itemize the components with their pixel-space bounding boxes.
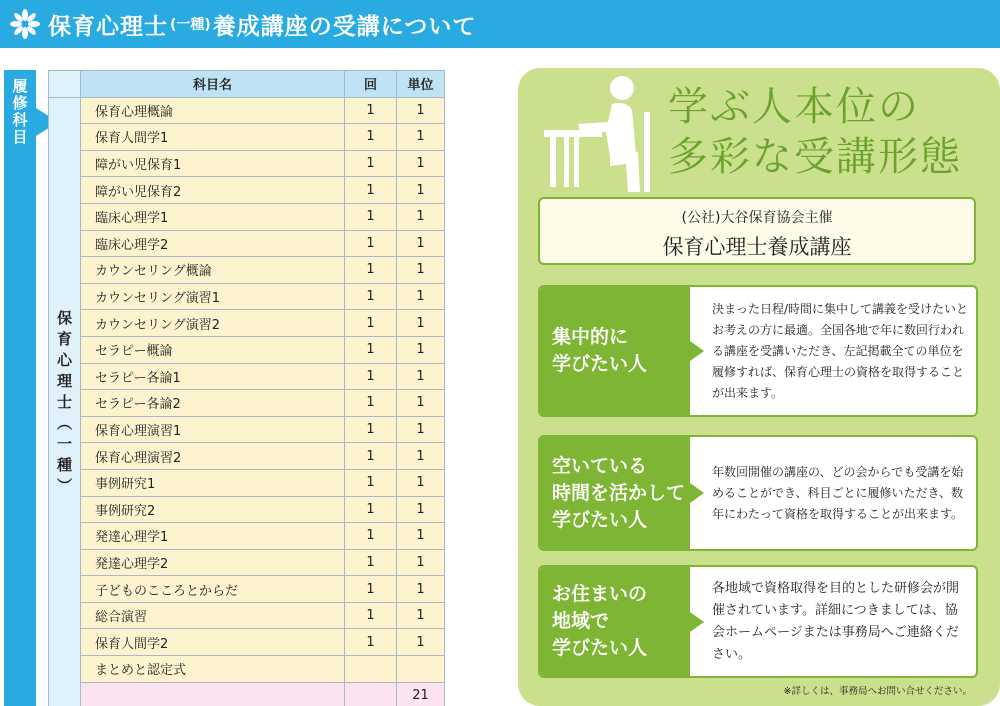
header-subject: 科目名 [81,71,345,98]
card-arrow [690,483,704,503]
table-row [49,576,445,603]
card-text: 決まった日程/時間に集中して講義を受けたいとお考えの方に最適。全国各地で年に数回行われる講座を受講いただき、左記掲載全ての単位を履修すれば、保育心理士の資格を取得することが出来ます。 [712,301,969,400]
unit-count: 1 [397,310,445,337]
subject-name: まとめと認定式 [81,656,345,683]
session-count: 1 [345,629,397,656]
card-arrow [690,341,704,361]
session-count: 1 [345,310,397,337]
card-local [538,565,978,678]
table-row [49,257,445,284]
unit-count: 1 [397,230,445,257]
unit-count: 1 [397,283,445,310]
header-units: 単位 [397,71,445,98]
subject-name: 障がい児保育2 [81,177,345,204]
unit-count: 1 [397,336,445,363]
session-count: 1 [345,203,397,230]
person-at-desk-icon [540,74,660,192]
subject-name: 保育人間学1 [81,124,345,151]
session-count: 1 [345,336,397,363]
subject-name: 臨床心理学2 [81,230,345,257]
table-row [49,416,445,443]
table-row [49,177,445,204]
unit-count: 1 [397,523,445,550]
unit-count [397,656,445,683]
table-row [49,523,445,550]
subject-name: カウンセリング演習2 [81,310,345,337]
session-count: 1 [345,257,397,284]
header-category-cell [49,71,81,98]
card-label [540,287,690,415]
card-arrow [690,612,704,632]
flower-icon [10,9,40,39]
table-row [49,443,445,470]
subject-name: 総合演習 [81,602,345,629]
header-count: 回 [345,71,397,98]
table-row [49,124,445,151]
subject-name: 障がい児保育1 [81,150,345,177]
unit-count: 1 [397,203,445,230]
card-label-line: 学びたい人 [552,637,648,659]
table-row [49,602,445,629]
session-count: 1 [345,390,397,417]
table-row [49,150,445,177]
unit-count: 1 [397,443,445,470]
card-label [540,437,690,549]
unit-count: 1 [397,363,445,390]
table-row [49,310,445,337]
page-header [0,0,1000,48]
unit-count: 1 [397,97,445,124]
table-row [49,469,445,496]
unit-count: 1 [397,496,445,523]
side-tab-label: 履 修 科 目 [12,77,28,146]
subject-name: カウンセリング概論 [81,257,345,284]
card-label-line: 学びたい人 [552,508,648,531]
table-row [49,549,445,576]
card-label-line: 集中的に [552,326,629,348]
card-spare-time [538,435,978,551]
card-intensive [538,285,978,417]
total-row [49,682,445,706]
card-label-line: お住まいの [552,583,648,605]
page-title-main: 保育心理士 [48,13,168,40]
table-row [49,230,445,257]
session-count: 1 [345,177,397,204]
card-label [540,567,690,676]
card-label-line: 時間を活かして [552,481,686,504]
subject-name: 保育心理演習1 [81,416,345,443]
table-row [49,496,445,523]
subject-name: 臨床心理学1 [81,203,345,230]
session-count: 1 [345,283,397,310]
session-count: 1 [345,230,397,257]
session-count: 1 [345,469,397,496]
table-row [49,629,445,656]
session-count: 1 [345,576,397,603]
side-tab [4,70,36,706]
session-count: 1 [345,124,397,151]
unit-count: 1 [397,390,445,417]
subject-name: セラピー各論2 [81,390,345,417]
total-units: 21 [397,682,445,706]
table-row [49,363,445,390]
session-count: 1 [345,416,397,443]
card-label-line: 地域で [552,610,610,632]
subject-name: 発達心理学2 [81,549,345,576]
page-title-small: (一種) [170,17,211,33]
table-row [49,336,445,363]
course-table [48,70,445,706]
card-text: 年数回開催の講座の、どの会からでも受講を始めることができ、科目ごとに履修いただき、数年にわたって資格を取得することが出来ます。 [712,464,964,521]
total-label-cell [81,682,345,706]
unit-count: 1 [397,150,445,177]
headline-line2: 多彩な受講形態 [668,134,962,180]
subject-name: 事例研究1 [81,469,345,496]
session-count: 1 [345,496,397,523]
unit-count: 1 [397,602,445,629]
unit-count: 1 [397,469,445,496]
card-label-line: 学びたい人 [552,353,648,375]
card-label-line: 空いている [552,454,648,477]
subject-name: 保育心理演習2 [81,443,345,470]
organizer-line2: 保育心理士養成講座 [662,235,852,259]
table-header-row [49,71,445,98]
category-cell: 保 育 心 理 士 ︵ 一 種 ︶ [49,97,81,706]
organizer-line1: (公社)大谷保育協会主催 [681,210,833,226]
table-row [49,283,445,310]
unit-count: 1 [397,549,445,576]
headline-line1: 学ぶ人本位の [668,84,920,130]
session-count: 1 [345,602,397,629]
session-count: 1 [345,523,397,550]
unit-count: 1 [397,629,445,656]
unit-count: 1 [397,177,445,204]
table-row [49,390,445,417]
session-count: 1 [345,97,397,124]
page-title-rest: 養成講座の受講について [212,13,477,40]
subject-name: 発達心理学1 [81,523,345,550]
unit-count: 1 [397,576,445,603]
subject-name: カウンセリング演習1 [81,283,345,310]
subject-name: 事例研究2 [81,496,345,523]
total-count-cell [345,682,397,706]
session-count: 1 [345,443,397,470]
table-row [49,656,445,683]
unit-count: 1 [397,257,445,284]
organizer-box [538,197,976,265]
card-text: 各地域で資格取得を目的とした研修会が開催されています。詳細につきましては、協会ホームページまたは事務局へご連絡ください。 [712,580,960,662]
subject-name: 保育人間学2 [81,629,345,656]
session-count: 1 [345,363,397,390]
session-count: 1 [345,150,397,177]
table-row [49,203,445,230]
session-count [345,656,397,683]
subject-name: 保育心理概論 [81,97,345,124]
unit-count: 1 [397,416,445,443]
table-row [49,97,445,124]
subject-name: セラピー各論1 [81,363,345,390]
session-count: 1 [345,549,397,576]
unit-count: 1 [397,124,445,151]
subject-name: セラピー概論 [81,336,345,363]
panel-headline [668,82,962,182]
footnote: ※詳しくは、事務局へお問い合せください。 [783,686,972,697]
subject-name: 子どものこころとからだ [81,576,345,603]
